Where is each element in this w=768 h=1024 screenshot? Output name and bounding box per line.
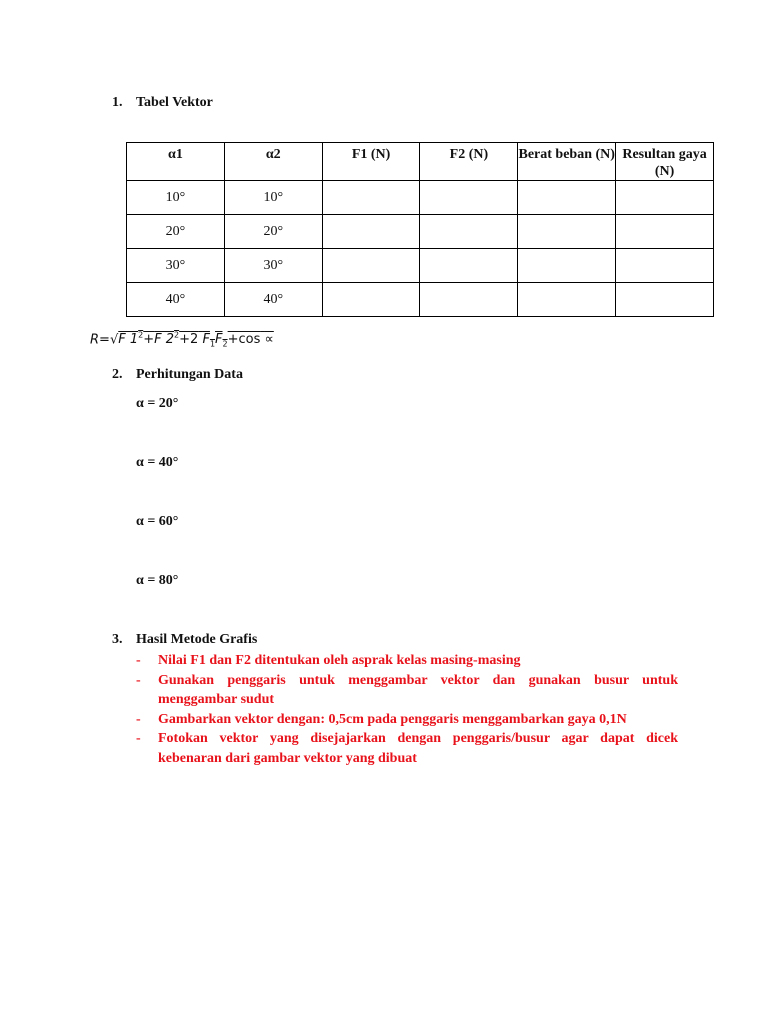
resultant-formula xyxy=(90,331,274,349)
formula-plus: + xyxy=(143,332,155,348)
table-cell xyxy=(420,215,518,249)
table-row xyxy=(127,283,714,317)
formula-plus: + xyxy=(179,332,191,348)
section-2-heading xyxy=(112,367,243,383)
header-f1: F1 (N) xyxy=(322,143,420,181)
table-cell: 20° xyxy=(127,215,225,249)
section-2-number: 2. xyxy=(112,367,123,382)
table-cell: 30° xyxy=(224,249,322,283)
table-cell xyxy=(518,215,616,249)
header-load-weight: Berat beban (N) xyxy=(518,143,616,181)
table-cell: 10° xyxy=(224,181,322,215)
formula-square: 2 xyxy=(174,331,180,340)
formula-alpha: ∝ xyxy=(264,332,274,348)
section-1-title: Tabel Vektor xyxy=(136,95,213,110)
instruction-text: Gunakan penggaris untuk menggambar vektor dan gunakan busur untuk menggambar sudut xyxy=(158,672,678,707)
formula-radicand xyxy=(118,332,274,347)
formula-plus: + xyxy=(227,332,239,348)
instruction-list xyxy=(136,651,678,768)
table-header-row xyxy=(127,143,714,181)
bullet-dash: - xyxy=(136,672,141,688)
instruction-text: Gambarkan vektor dengan: 0,5cm pada penggaris menggambarkan gaya 0,1N xyxy=(158,711,627,727)
formula-r: R xyxy=(90,332,100,348)
formula-coefficient: 2 xyxy=(190,332,199,348)
table-row xyxy=(127,249,714,283)
formula-f: F xyxy=(215,332,223,348)
formula-subscript: 2 xyxy=(222,339,228,349)
formula-subscript: 1 xyxy=(209,339,216,349)
table-cell xyxy=(322,181,420,215)
header-alpha1: α1 xyxy=(127,143,225,181)
list-item xyxy=(136,710,678,730)
list-item xyxy=(136,729,678,768)
table-cell xyxy=(518,283,616,317)
table-cell xyxy=(420,283,518,317)
section-3-heading xyxy=(112,632,257,648)
formula-f1: F 1 xyxy=(118,332,139,348)
formula-f: F xyxy=(202,332,210,348)
table-row xyxy=(127,181,714,215)
formula-square: 2 xyxy=(138,331,144,340)
section-1-number: 1. xyxy=(112,95,123,110)
table-cell xyxy=(518,249,616,283)
alpha-item: α = 20° xyxy=(136,396,179,411)
section-2-title: Perhitungan Data xyxy=(136,367,243,382)
alpha-item: α = 80° xyxy=(136,573,179,588)
list-item xyxy=(136,651,678,671)
header-f2: F2 (N) xyxy=(420,143,518,181)
vector-table xyxy=(126,142,714,317)
table-cell: 40° xyxy=(127,283,225,317)
table-cell xyxy=(518,181,616,215)
table-cell xyxy=(616,215,714,249)
table-cell xyxy=(616,249,714,283)
table-cell xyxy=(322,249,420,283)
table-row xyxy=(127,215,714,249)
alpha-item: α = 60° xyxy=(136,514,179,529)
table-cell xyxy=(420,249,518,283)
header-resultant-force: Resultan gaya (N) xyxy=(616,143,714,181)
table-cell xyxy=(616,181,714,215)
bullet-dash: - xyxy=(136,711,141,727)
table-cell: 20° xyxy=(224,215,322,249)
bullet-dash: - xyxy=(136,731,141,746)
formula-f2: F 2 xyxy=(154,332,175,348)
alpha-item: α = 40° xyxy=(136,455,179,470)
table-cell xyxy=(420,181,518,215)
list-item xyxy=(136,671,678,710)
table-cell: 10° xyxy=(127,181,225,215)
table-cell xyxy=(616,283,714,317)
instruction-text: Fotokan vektor yang disejajarkan dengan penggaris/busur agar dapat dicek kebenaran dari gambar vektor yang dibuat xyxy=(158,731,678,766)
table-cell xyxy=(322,283,420,317)
formula-root: √ xyxy=(109,332,119,348)
formula-cos: cos xyxy=(238,332,261,348)
section-3-number: 3. xyxy=(112,632,123,647)
section-3-title: Hasil Metode Grafis xyxy=(136,632,258,647)
formula-equals: = xyxy=(99,332,110,348)
instruction-text: Nilai F1 dan F2 ditentukan oleh asprak kelas masing-masing xyxy=(158,653,521,668)
table-cell: 40° xyxy=(224,283,322,317)
table-cell xyxy=(322,215,420,249)
table-cell: 30° xyxy=(127,249,225,283)
section-1-heading xyxy=(112,95,213,111)
header-alpha2: α2 xyxy=(224,143,322,181)
bullet-dash: - xyxy=(136,653,141,668)
